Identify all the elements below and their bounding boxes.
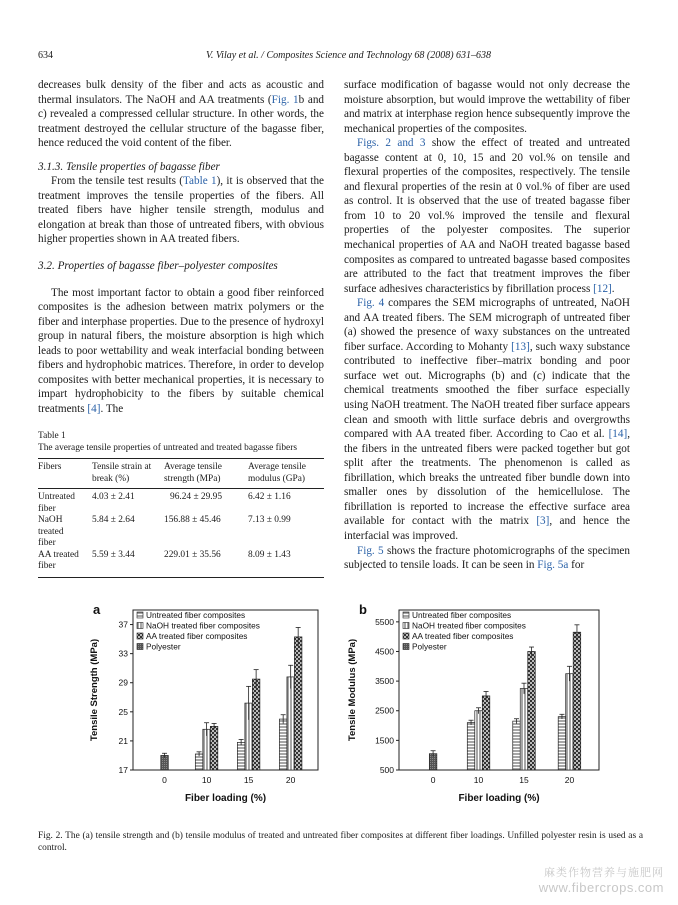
table-caption — [38, 430, 324, 454]
legend-swatch — [403, 644, 409, 650]
y-tick-label: 17 — [118, 765, 128, 775]
panel-label: b — [359, 602, 367, 617]
right-column — [344, 78, 630, 573]
figure-link[interactable]: Fig. 1 — [271, 93, 299, 106]
table-header-row — [38, 459, 324, 489]
bar — [573, 632, 581, 770]
paragraph: From the tensile test results (Table 1), it is observed that the treatment improves the tensile properties of the fibers. All treated fibers have higher tensile strength, modulus and elongation at break than those of untreated fibers, with obvious higher properties shown in AA treated fibers. — [38, 175, 324, 246]
page-number: 634 — [38, 50, 53, 61]
column-header: Average tensile modulus (GPa) — [248, 462, 306, 484]
y-tick-label: 25 — [118, 706, 128, 717]
x-tick-label: 10 — [201, 775, 212, 785]
bar — [467, 723, 475, 770]
column-header: Fibers — [38, 462, 62, 472]
legend-swatch — [137, 644, 143, 650]
x-axis-label: Fiber loading (%) — [184, 793, 267, 804]
y-tick-label: 5500 — [375, 616, 394, 627]
legend-swatch — [137, 633, 143, 639]
legend-label: Untreated fiber composites — [412, 610, 512, 620]
figure-caption: Fig. 2. The (a) tensile strength and (b) tensile modulus of treated and untreated fiber composites at different fiber loadings. Unfilled polyester resin is used as a control. — [38, 831, 643, 853]
citation-link[interactable]: [14] — [608, 428, 628, 441]
x-tick-label: 0 — [162, 775, 167, 785]
x-tick-label: 15 — [243, 775, 254, 785]
table-link[interactable]: Table 1 — [183, 175, 217, 188]
watermark: 麻类作物营养与施肥网 www.fibercrops.com — [538, 867, 664, 895]
figure-2 — [80, 600, 640, 825]
legend-swatch — [403, 612, 409, 618]
citation-link[interactable]: [12] — [593, 282, 612, 295]
x-tick-label: 0 — [430, 775, 436, 785]
figure-link[interactable]: Figs. 2 and 3 — [357, 137, 426, 150]
legend-label: Polyester — [412, 641, 447, 652]
bar — [287, 677, 295, 770]
bar — [520, 689, 528, 770]
figure-link[interactable]: Fig. 4 — [357, 297, 385, 310]
paragraph: surface modification of bagasse would not only decrease the moisture absorption, but would improve the wettability of fiber and matrix at interphase region hence subsequently improve the mechanical properties of the composites. — [344, 79, 630, 135]
citation-link[interactable]: [3] — [536, 515, 550, 528]
running-title: V. Vilay et al. / Composites Science and Technology 68 (2008) 631–638 — [206, 50, 492, 61]
bar — [252, 679, 260, 770]
left-column — [38, 78, 324, 416]
y-axis-label: Tensile Modulus (MPa) — [347, 638, 358, 742]
legend-label: NaOH treated fiber composites — [146, 620, 260, 631]
bar — [566, 674, 574, 770]
legend-swatch — [137, 623, 143, 629]
legend-swatch — [403, 623, 409, 629]
legend-label: Polyester — [146, 641, 181, 652]
legend-label: AA treated fiber composites — [412, 631, 514, 641]
bar — [528, 651, 536, 770]
column-header: Average tensile strength (MPa) — [164, 462, 222, 484]
legend-swatch — [403, 633, 409, 639]
paragraph: Fig. 5 shows the fracture photomicrographs of the specimen subjected to tensile loads. It can be seen in Fig. 5a for — [344, 544, 630, 572]
bar — [475, 711, 483, 770]
y-tick-label: 33 — [118, 648, 128, 659]
paragraph: The most important factor to obtain a good fiber reinforced composites is the adhesion between matrix polymers or the fiber and interphase properties. Due to the presence of hydroxyl group in natural fibers, the moisture absorption is high which leads to poor wettability and weak interfacial bonding between fibers and hydrophobic matrices. Therefore, in order to develop composites with better mechanical properties, it is necessary to impart hydrophobicity to the fibers by suitable chemical treatments [4]. The — [38, 286, 324, 415]
y-tick-label: 500 — [379, 765, 394, 775]
figure-link[interactable]: Fig. 5 — [357, 544, 384, 557]
table-row: Untreated fiber 4.03 ± 2.41 96.24 ± 29.95 6.42 ± 1.16 — [38, 492, 291, 514]
y-axis-label: Tensile Strength (MPa) — [89, 638, 100, 742]
y-tick-label: 37 — [118, 619, 128, 630]
legend-swatch — [137, 612, 143, 618]
table-row: NaOH treated fiber 5.84 ± 2.64 156.88 ± 45.46 7.13 ± 0.99 — [38, 515, 291, 548]
legend-label: AA treated fiber composites — [146, 631, 248, 641]
y-tick-label: 4500 — [375, 646, 394, 657]
bar — [237, 742, 245, 770]
x-tick-label: 20 — [564, 775, 575, 785]
bar — [294, 637, 302, 770]
section-heading: 3.2. Properties of bagasse fiber–polyester composites — [38, 260, 278, 273]
table-row: AA treated fiber 5.59 ± 3.44 229.01 ± 35.56 8.09 ± 1.43 — [38, 550, 324, 578]
bar — [195, 754, 203, 770]
legend-label: NaOH treated fiber composites — [412, 620, 526, 631]
paragraph: Figs. 2 and 3 show the effect of treated and untreated bagasse content at 0, 10, 15 and 20 vol.% on tensile and flexural properties of the composites, respectively. The tensile and flexural properties of the resin at 0 vol.% of fiber are used as control. It is observed that the use of treated bagasse fiber from 10 to 20 vol.% improved the tensile and flexural properties of the polyester composites. The superior mechanical properties of AA and NaOH treated bagasse based composites as compared to untreated bagasse based composites are attributed to the fact that treatment improves the fiber surface adhesives characteristics by fibrillation process [12]. — [344, 137, 630, 295]
citation-link[interactable]: [13] — [511, 340, 530, 353]
bar — [210, 726, 218, 770]
bar — [558, 717, 566, 770]
legend-label: Untreated fiber composites — [146, 610, 246, 620]
bar-charts — [80, 600, 640, 825]
table-title: The average tensile properties of untreated and treated bagasse fibers — [38, 443, 297, 453]
y-tick-label: 3500 — [375, 676, 394, 687]
paragraph: decreases bulk density of the fiber and acts as acoustic and thermal insulators. The NaOH and AA treatments (Fig. 1b and c) revealed a compressed cellular structure. In other words, the treatment destroyed the cellular structure of the bagasse fiber, hence reduced the void content of the fiber. — [38, 79, 325, 150]
running-header — [38, 50, 638, 64]
bar — [279, 719, 287, 770]
y-tick-label: 21 — [118, 735, 128, 746]
figure-link[interactable]: Fig. 5a — [537, 559, 569, 572]
section-heading: 3.1.3. Tensile properties of bagasse fiber — [38, 160, 220, 173]
x-tick-label: 20 — [285, 775, 296, 785]
x-axis-label: Fiber loading (%) — [458, 793, 540, 804]
bar — [482, 696, 490, 770]
chart-panel-b — [347, 602, 599, 804]
y-tick-label: 1500 — [375, 735, 394, 746]
table-label: Table 1 — [38, 431, 66, 441]
x-tick-label: 15 — [519, 775, 529, 785]
column-header: Tensile strain at break (%) — [92, 462, 152, 484]
tensile-properties-table — [38, 458, 324, 578]
x-tick-label: 10 — [473, 775, 484, 785]
y-tick-label: 2500 — [375, 705, 394, 716]
citation-link[interactable]: [4] — [87, 402, 101, 415]
panel-label: a — [93, 602, 101, 617]
y-tick-label: 29 — [118, 677, 128, 688]
paragraph: Fig. 4 compares the SEM micrographs of untreated, NaOH and AA treated fibers. The SEM micrograph of untreated fiber (a) showed the presence of waxy substances on the untreated fiber surface. According to Mohanty [13], such waxy substance contributed to ineffective fiber–matrix bonding and poor surface wet out. Micrographs (b) and (c) indicate that the chemical treatments smoothed the fiber surface especially using NaOH treatment. The NaOH treated fiber surface appears clean and smooth with little surface debris and overgrowths compared with AA treated fiber. According to Cao et al. [14], the fibers in the untreated fibers were packed together but got split after the treatments. The phenomenon is called as fibrillation, which breaks the untreated fiber bundle down into smaller ones by dissolution of the hemicellulose. The fibrillation is reported to increase the effective surface area available for contact with the matrix [3], and hence the interfacial was improved. — [344, 297, 630, 542]
bar — [513, 721, 521, 770]
chart-panel-a — [89, 602, 318, 804]
